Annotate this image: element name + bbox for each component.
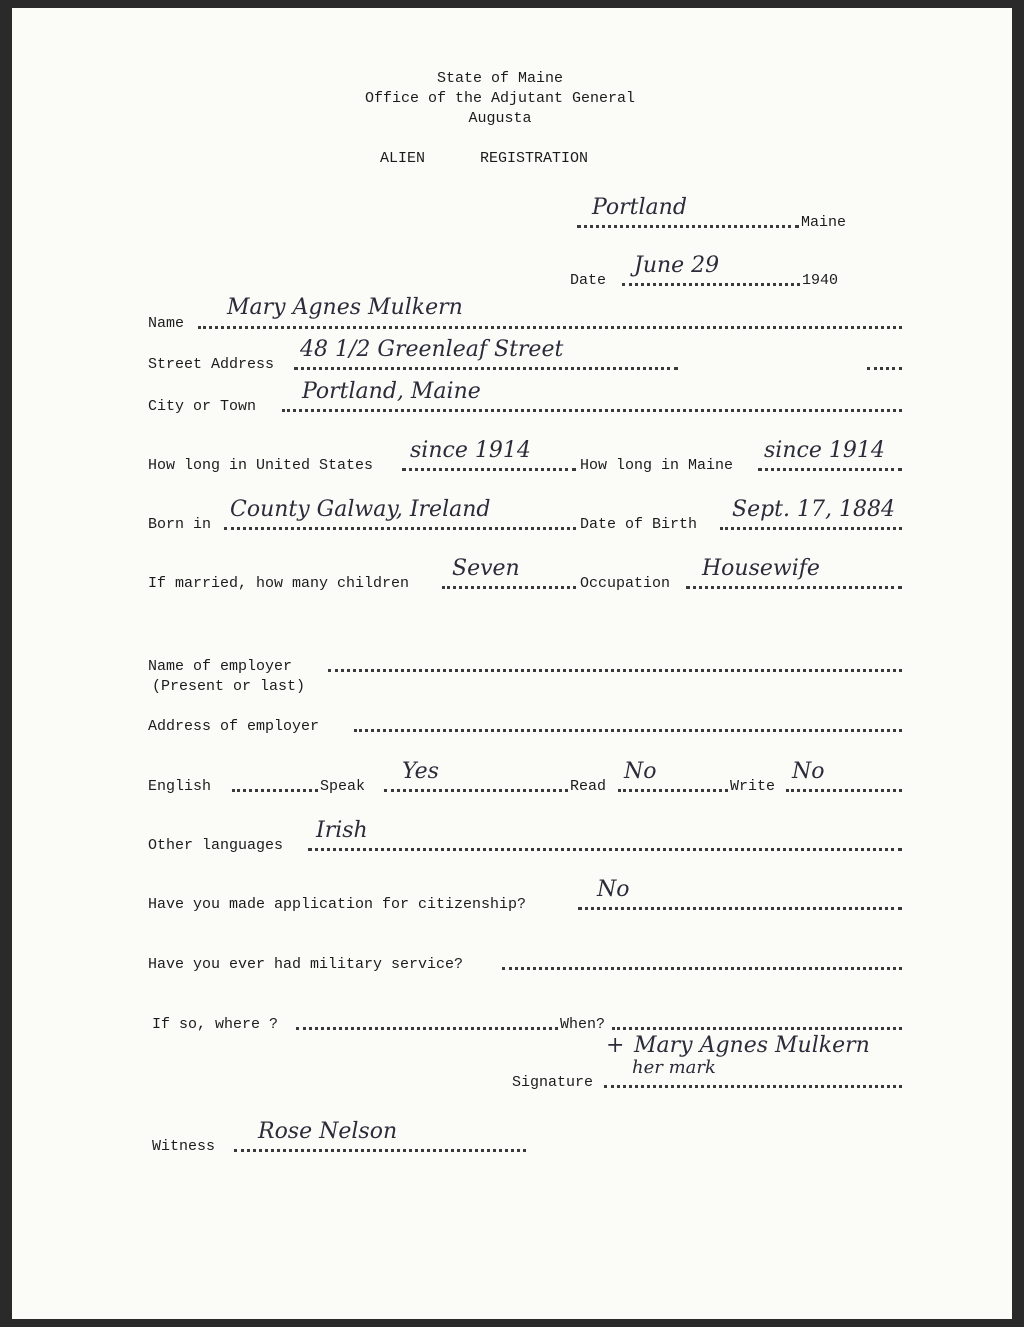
header-state: State of Maine <box>436 70 564 87</box>
date-year: 1940 <box>802 272 839 289</box>
children-label: If married, how many children <box>148 575 410 592</box>
dob-value: Sept. 17, 1884 <box>732 497 895 522</box>
where-dots <box>296 1012 558 1030</box>
employer-dots <box>328 654 902 672</box>
when-label: When? <box>560 1016 606 1033</box>
street-value: 48 1/2 Greenleaf Street <box>300 337 564 362</box>
other-lang-dots <box>308 833 902 851</box>
born-value: County Galway, Ireland <box>230 497 491 522</box>
dob-label: Date of Birth <box>580 516 698 533</box>
street-dots-end <box>867 352 902 370</box>
signature-note: her mark <box>632 1057 716 1078</box>
witness-label: Witness <box>152 1138 216 1155</box>
where-label: If so, where ? <box>152 1016 279 1033</box>
maine-value: since 1914 <box>764 438 885 463</box>
employer-address-label: Address of employer <box>148 718 320 735</box>
children-value: Seven <box>452 556 520 581</box>
born-label: Born in <box>148 516 212 533</box>
header-city: Augusta <box>468 110 532 127</box>
title-alien: ALIEN <box>380 150 426 167</box>
date-label: Date <box>570 272 607 289</box>
city-label: City or Town <box>148 398 257 415</box>
english-label: English <box>148 778 212 795</box>
speak-value: Yes <box>402 759 439 784</box>
signature-mark: + <box>606 1033 625 1058</box>
us-value: since 1914 <box>410 438 531 463</box>
occupation-value: Housewife <box>702 556 820 581</box>
name-label: Name <box>148 315 185 332</box>
title-registration: REGISTRATION <box>480 150 589 167</box>
signature-label: Signature <box>512 1074 594 1091</box>
signature-name: Mary Agnes Mulkern <box>634 1033 870 1058</box>
occupation-label: Occupation <box>580 575 671 592</box>
us-label: How long in United States <box>148 457 374 474</box>
employer-address-dots <box>354 714 902 732</box>
street-label: Street Address <box>148 356 275 373</box>
place-handwritten: Portland <box>592 195 687 220</box>
citizenship-value: No <box>597 877 630 902</box>
read-label: Read <box>570 778 607 795</box>
when-dots <box>612 1012 902 1030</box>
date-handwritten: June 29 <box>634 253 720 278</box>
witness-value: Rose Nelson <box>258 1119 398 1144</box>
military-dots <box>502 952 902 970</box>
registration-form <box>12 8 1012 1319</box>
write-label: Write <box>730 778 776 795</box>
write-value: No <box>792 759 825 784</box>
maine-label: How long in Maine <box>580 457 734 474</box>
read-value: No <box>624 759 657 784</box>
other-lang-value: Irish <box>316 818 368 843</box>
place-suffix: Maine <box>801 214 847 231</box>
header-office: Office of the Adjutant General <box>364 90 636 107</box>
citizenship-label: Have you made application for citizenship? <box>148 896 527 913</box>
other-lang-label: Other languages <box>148 837 284 854</box>
employer-label: Name of employer <box>148 658 293 675</box>
english-dots <box>232 774 318 792</box>
employer-sublabel: (Present or last) <box>152 678 306 695</box>
name-value: Mary Agnes Mulkern <box>227 295 463 320</box>
city-value: Portland, Maine <box>302 379 481 404</box>
military-label: Have you ever had military service? <box>148 956 464 973</box>
speak-label: Speak <box>320 778 366 795</box>
